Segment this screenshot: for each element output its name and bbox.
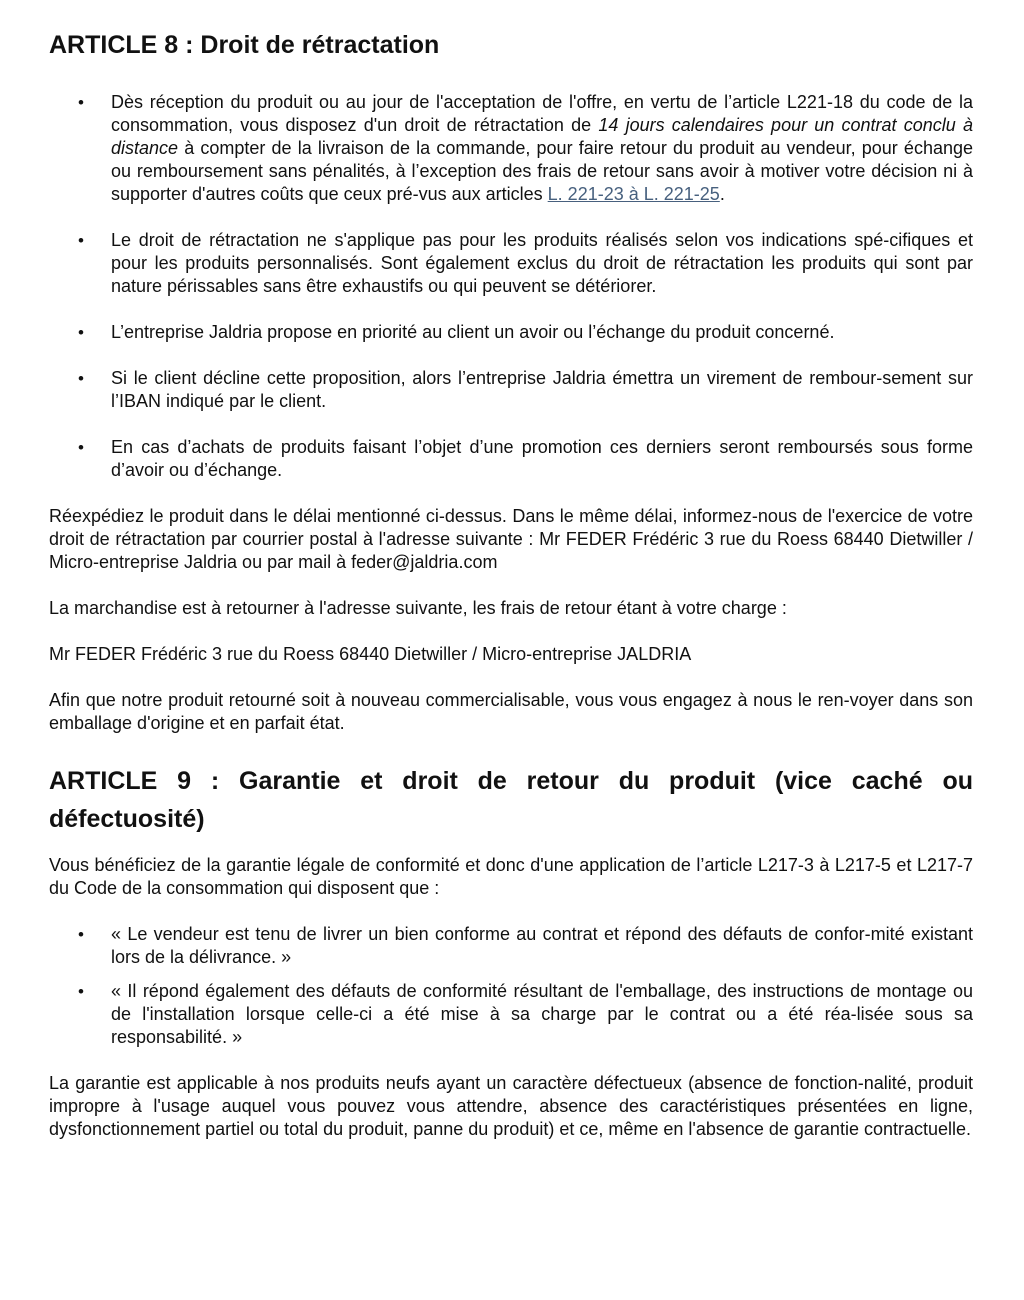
article-8-paragraph: Réexpédiez le produit dans le délai mentionné ci-dessus. Dans le même délai, informez-nous de l'exercice de votre droit de rétractation par courrier postal à l'adresse suivante : Mr FEDER Frédéric 3 rue du Roess 68440 Dietwiller / Micro-entreprise Jaldria ou par mail à feder@jaldria.com (49, 506, 973, 572)
article-8-paragraph: Afin que notre produit retourné soit à nouveau commercialisable, vous vous engagez à nous le ren-voyer dans son emballage d'origine et en parfait état. (49, 690, 973, 733)
list-item (49, 229, 973, 298)
return-address: Mr FEDER Frédéric 3 rue du Roess 68440 Dietwiller / Micro-entreprise JALDRIA (49, 644, 692, 664)
bullet-icon: • (78, 323, 84, 342)
bullet-icon: • (78, 369, 84, 388)
list-item (49, 91, 973, 206)
bullet-icon: • (78, 231, 84, 250)
bullet-text: En cas d’achats de produits faisant l’objet d’une promotion ces derniers seront remboursés sous forme d’avoir ou d’échange. (111, 437, 973, 480)
list-item (49, 923, 973, 969)
article-8-paragraph: La marchandise est à retourner à l'adresse suivante, les frais de retour étant à votre charge : (49, 598, 787, 618)
bullet-text-italic: 14 jours calendaires pour un contrat conclu à distance (111, 115, 973, 158)
article-8-title: ARTICLE 8 : Droit de rétractation (49, 31, 440, 59)
bullet-icon: • (78, 925, 84, 944)
bullet-icon: • (78, 93, 84, 112)
article-9-title: ARTICLE 9 : Garantie et droit de retour du produit (vice caché ou défectuosité) (49, 767, 973, 833)
bullet-text: . (719, 184, 725, 204)
articles-link[interactable]: L. 221-23 à L. 221-25 (547, 184, 720, 204)
bullet-text: Le droit de rétractation ne s'applique pas pour les produits réalisés selon vos indications spé-cifiques et pour les produits personnalisés. Sont également exclus du droit de rétractation les produits qui sont par nature périssables sans être exhaustifs ou qui peuvent se détériorer. (111, 230, 973, 296)
list-item (49, 367, 973, 413)
article-8-list (49, 91, 973, 482)
bullet-text: Si le client décline cette proposition, alors l’entreprise Jaldria émettra un virement de rembour-sement sur l’IBAN indiqué par le client. (111, 368, 973, 411)
bullet-icon: • (78, 438, 84, 457)
bullet-icon: • (78, 982, 84, 1001)
bullet-text: « Le vendeur est tenu de livrer un bien conforme au contrat et répond des défauts de confor-mité existant lors de la délivrance. » (111, 924, 973, 967)
bullet-text: L’entreprise Jaldria propose en priorité au client un avoir ou l’échange du produit concerné. (111, 322, 835, 342)
article-9-paragraph: La garantie est applicable à nos produits neufs ayant un caractère défectueux (absence de fonction-nalité, produit impropre à l'usage auquel vous pouvez vous attendre, absence des caractéristiques présentées en ligne, dysfonctionnement partiel ou total du produit, panne du produit) et ce, même en l'absence de garantie contractuelle. (49, 1073, 973, 1139)
list-item (49, 321, 973, 344)
bullet-text: à compter de la livraison de la commande, pour faire retour du produit au vendeur, pour échange ou remboursement sans pénalités, à l’exception des frais de retour sans avoir à motiver votre décision ni à supporter d'autres coûts que ceux pré-vus aux articles (111, 138, 973, 204)
document-page (49, 26, 973, 1164)
list-item (49, 980, 973, 1049)
bullet-text: « Il répond également des défauts de conformité résultant de l'emballage, des instructions de montage ou de l'installation lorsque celle-ci a été mise à sa charge par le contrat ou a été réa-lisée sous sa responsabilité. » (111, 981, 973, 1047)
article-9-intro: Vous bénéficiez de la garantie légale de conformité et donc d'une application de l’article L217-3 à L217-5 et L217-7 du Code de la consommation qui disposent que : (49, 855, 973, 898)
article-9-list (49, 923, 973, 1049)
bullet-text: Dès réception du produit ou au jour de l'acceptation de l'offre, en vertu de l’article L221-18 du code de la consommation, vous disposez d'un droit de rétractation de (111, 92, 973, 135)
list-item (49, 436, 973, 482)
